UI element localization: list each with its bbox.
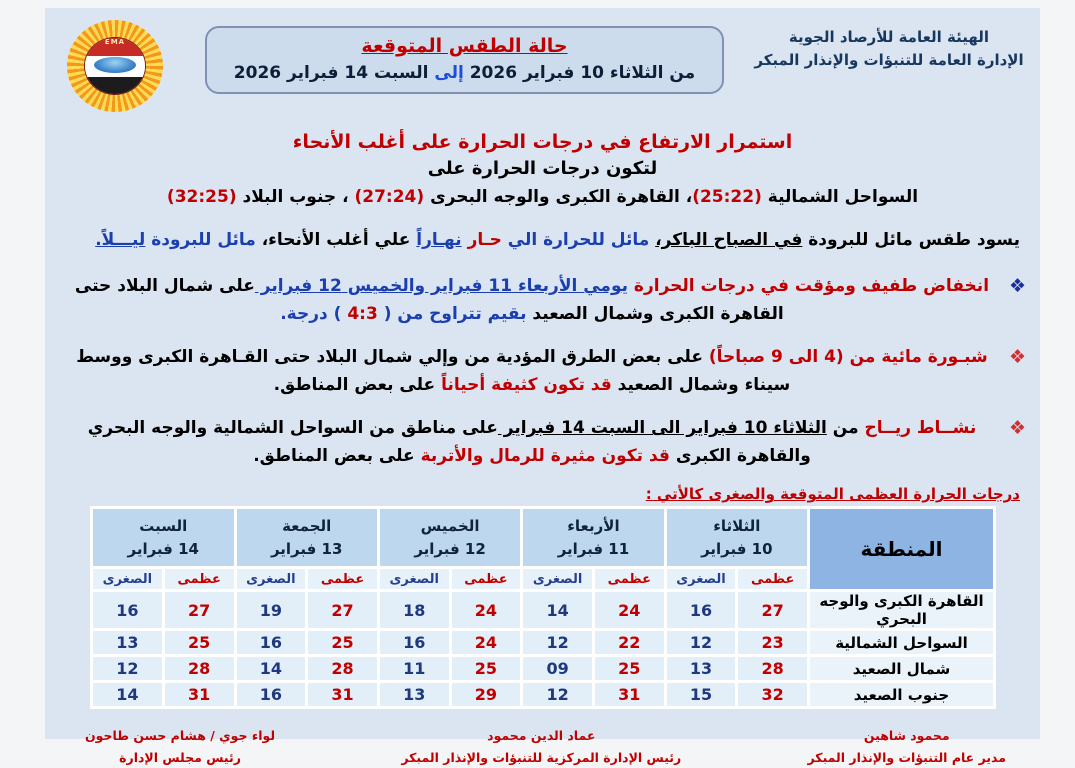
temp-max-cell: 28 [307,656,379,682]
coast-temp: (25:22) [692,187,762,207]
min-label: الصغرى [665,568,737,591]
temp-max-cell: 25 [450,656,522,682]
bullet-temperature-drop [65,272,1026,328]
temp-min-cell: 14 [522,591,594,630]
temp-min-cell: 15 [665,682,737,708]
bullet-seg: بقيم تتراوح من ( [377,304,527,325]
region-cell: شمال الصعيد [809,656,995,682]
day-header-friday: الجمعة 13 فبراير [235,508,378,568]
temp-min-cell: 13 [92,630,164,656]
signature-name: لواء جوي / هشام حسن طاحون [85,728,276,744]
temp-max-cell: 27 [163,591,235,630]
min-label: الصغرى [378,568,450,591]
org-line2: الإدارة العامة للتنبؤات والإنذار المبكر [754,51,1024,70]
temp-min-cell: 16 [665,591,737,630]
temp-max-cell: 28 [163,656,235,682]
temp-min-cell: 16 [235,630,307,656]
temp-max-cell: 23 [737,630,809,656]
max-label: عظمى [163,568,235,591]
temperature-table [90,506,996,709]
date-ila: إلى [434,63,464,83]
temp-min-cell: 12 [665,630,737,656]
bullet-fog-text [65,343,999,399]
signature-title: مدير عام التنبؤات والإنذار المبكر [807,749,1006,765]
temp-min-cell: 13 [665,656,737,682]
max-label: عظمى [593,568,665,591]
table-row [92,630,995,656]
region-cell: جنوب الصعيد [809,682,995,708]
table-row [92,682,995,708]
max-label: عظمى [737,568,809,591]
bullet-temperature-drop-text [65,272,999,328]
temp-min-cell: 14 [92,682,164,708]
temp-max-cell: 31 [307,682,379,708]
bullet-seg: على بعض المناطق. [273,375,436,396]
temp-min-cell: 14 [235,656,307,682]
date-prefix: من الثلاثاء 10 فبراير 2026 [463,63,696,83]
min-label: الصغرى [522,568,594,591]
bullet-seg: على مناطق من السواحل الشمالية والوجه البحري والقاهرة الكبرى [87,418,811,467]
signature-name: محمود شاهين [863,728,950,744]
bullet-seg: على شمال البلاد حتى القاهرة الكبرى وشمال الصعيد [74,276,784,325]
emblem-red-band: EMA [85,38,145,56]
diamond-bullet-icon: ❖ [1008,275,1026,298]
region-cell: القاهرة الكبرى والوجه البحري [809,591,995,630]
day-header-tuesday: الثلاثاء 10 فبراير [665,508,808,568]
organization-name [750,18,1028,73]
temp-max-cell: 31 [593,682,665,708]
coast-temp: (27:24) [354,187,425,207]
bullet-seg: نشــاط ريــاح [858,418,977,439]
temp-max-cell: 27 [737,591,809,630]
emblem-white-band [85,56,145,77]
region-column-header: المنطقة [809,508,995,591]
intro-seg: حـار [461,230,502,250]
temp-min-cell: 19 [235,591,307,630]
title-box [205,26,724,94]
day-header-wednesday: الأربعاء 11 فبراير [522,508,665,568]
bullet-seg: قد تكون مثيرة للرمال والأتربة [414,446,670,467]
coast-seg: ، جنوب البلاد [236,187,355,207]
bullet-seg: ) درجة. [280,304,348,325]
org-line1: الهيئة العامة للأرصاد الجوية [788,28,990,46]
summary-headline: استمرار الارتفاع في درجات الحرارة على أغلب الأنحاء [292,131,793,153]
region-cell: السواحل الشمالية [809,630,995,656]
temp-max-cell: 25 [593,656,665,682]
table-row [92,656,995,682]
intro-seg: مائل للبرودة [145,230,256,250]
bullet-wind-text [65,414,999,470]
signature-title: رئيس مجلس الإدارة [119,749,241,765]
regions-temperature-line [45,187,1040,207]
bulletin-title: حالة الطقس المتوقعة [361,35,568,57]
day-header-saturday: السبت 14 فبراير [92,508,236,568]
temp-min-cell: 11 [378,656,450,682]
temp-min-cell: 18 [378,591,450,630]
temp-max-cell: 32 [737,682,809,708]
coast-seg: السواحل الشمالية [761,187,919,207]
intro-seg: نهـاراً [416,230,462,250]
min-label: الصغرى [92,568,164,591]
bullet-seg: انخفاض طفيف ومؤقت في درجات الحرارة [628,276,990,297]
table-caption: درجات الحرارة العظمى المتوقعة والصغرى كالأتي : [645,485,1020,504]
date-suffix: السبت 14 فبراير 2026 [233,63,435,83]
signature-board-chairman [85,725,275,768]
header-row [45,8,1040,118]
intro-seg: في الصباح الباكر، [655,230,803,250]
bullet-wind [65,414,1026,470]
temp-max-cell: 24 [450,630,522,656]
signature-central-admin-head [401,725,681,768]
date-range [215,63,714,83]
temp-min-cell: 12 [522,630,594,656]
ema-logo [61,18,169,118]
bullet-fog [65,343,1026,399]
bullet-seg: شبـورة مائية من (4 الى 9 صباحاً) [702,347,988,368]
signatures-row [85,725,1006,768]
intro-seg: علي أغلب الأنحاء، [255,230,417,250]
forecast-bullets [65,272,1026,470]
diamond-bullet-icon: ❖ [1008,417,1026,440]
cloud-icon [94,57,136,73]
temp-min-cell: 12 [92,656,164,682]
signature-name: عماد الدين محمود [487,728,596,744]
max-label: عظمى [450,568,522,591]
max-label: عظمى [307,568,379,591]
temp-min-cell: 13 [378,682,450,708]
intro-seg: ليـــلاً. [95,230,146,250]
table-row [92,591,995,630]
temp-min-cell: 09 [522,656,594,682]
temp-max-cell: 31 [163,682,235,708]
temp-max-cell: 24 [593,591,665,630]
temp-min-cell: 16 [92,591,164,630]
temp-min-cell: 16 [235,682,307,708]
temp-min-cell: 12 [522,682,594,708]
bullet-seg: قد تكون كثيفة أحياناً [435,375,612,396]
coast-temp: (32:25) [166,187,237,207]
coast-seg: ، القاهرة الكبرى والوجه البحرى [424,187,693,207]
temp-max-cell: 24 [450,591,522,630]
bullet-seg: على بعض الطرق المؤدية من وإلي شمال البلاد حتى القـاهرة الكبرى ووسط سيناء وشمال الصعيد [76,347,791,396]
temp-max-cell: 28 [737,656,809,682]
bullet-seg: 4:3 [347,304,378,325]
temp-min-cell: 16 [378,630,450,656]
bullet-seg: يومي الأربعاء 11 فبراير والخميس 12 فبراير [254,276,628,297]
temp-max-cell: 25 [163,630,235,656]
bullet-seg: من [826,418,859,439]
signature-forecast-director [808,725,1006,768]
summary-subline: لتكون درجات الحرارة على [427,158,658,179]
bulletin-sheet [45,8,1040,765]
table-day-header-row [92,508,995,568]
weather-intro-paragraph [63,227,1020,254]
bullet-seg: على بعض المناطق. [253,446,415,467]
bullet-seg: الثلاثاء 10 فبراير الى السبت 14 فبراير [497,418,827,439]
temp-max-cell: 27 [307,591,379,630]
temp-max-cell: 29 [450,682,522,708]
signature-title: رئيس الإدارة المركزية للتنبؤات والإنذار المبكر [401,749,682,765]
min-label: الصغرى [235,568,307,591]
temp-max-cell: 25 [307,630,379,656]
ema-emblem-icon [84,37,146,95]
diamond-bullet-icon: ❖ [1008,346,1026,369]
intro-seg: مائل للحرارة الي [501,230,656,250]
day-header-thursday: الخميس 12 فبراير [378,508,521,568]
intro-seg: يسود طقس مائل للبرودة [802,230,1020,250]
temp-max-cell: 22 [593,630,665,656]
